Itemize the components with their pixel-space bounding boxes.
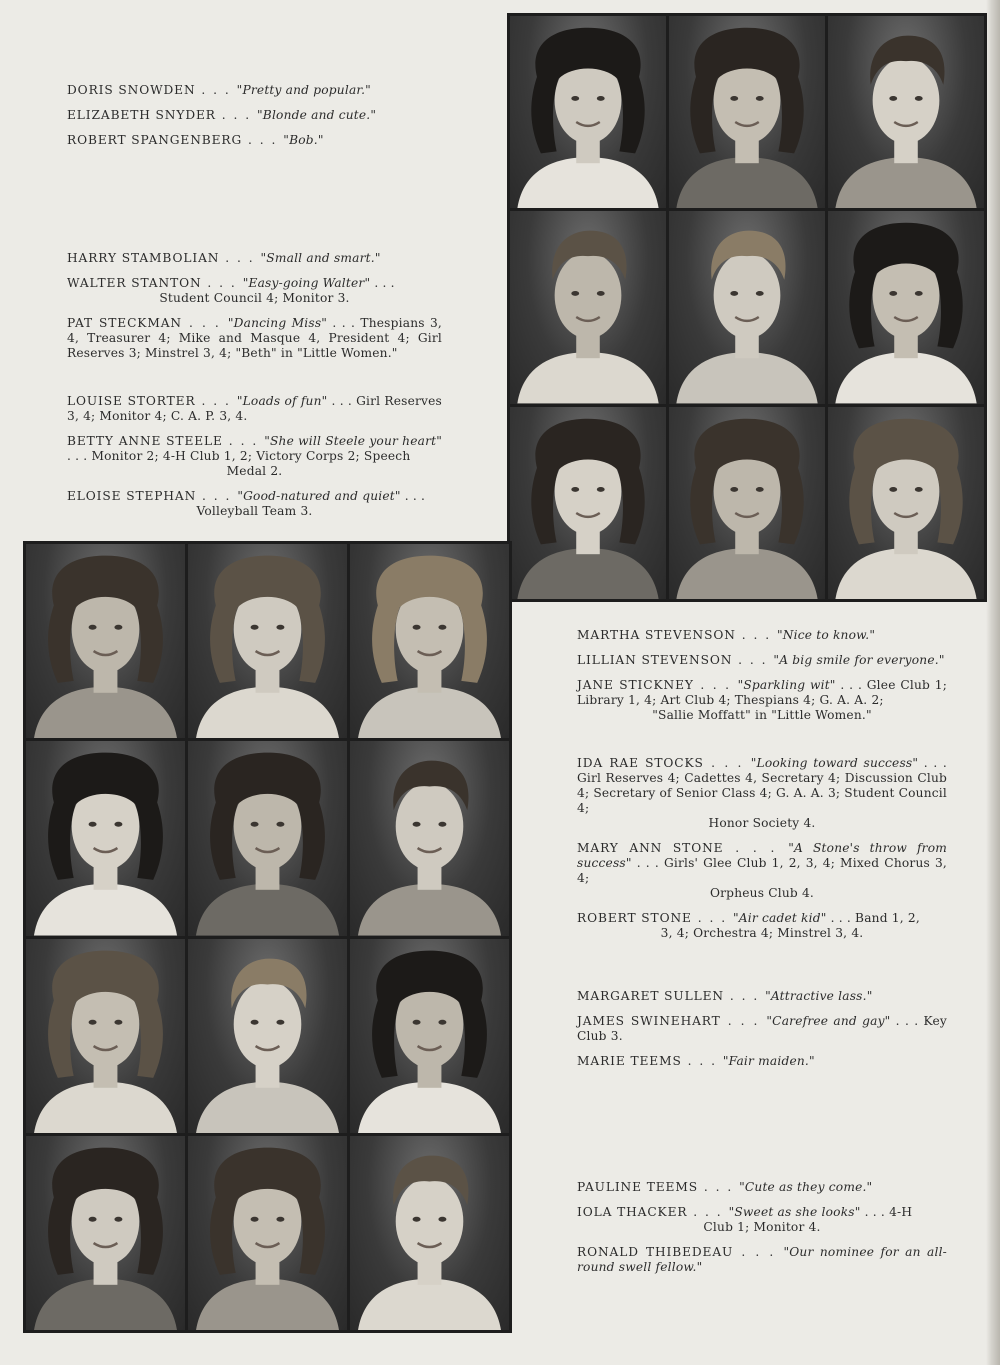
senior-name: MARY ANN STONE (577, 841, 724, 855)
photo-grid-bottom-left (23, 541, 512, 1333)
text-group-right-4 (577, 1180, 947, 1285)
separator-dots: . . . (196, 489, 238, 503)
separator-dots: . . . (723, 989, 766, 1003)
activities-text: . . . (370, 276, 395, 290)
senior-name: ELIZABETH SNYDER (67, 108, 216, 122)
text-group-right-2 (577, 756, 947, 951)
senior-entry (67, 251, 442, 266)
senior-quote: "Nice to know." (776, 628, 876, 642)
separator-dots: . . . (222, 434, 265, 448)
activities-text: . . . Key Club 3. (577, 1014, 948, 1043)
separator-dots: . . . (691, 911, 733, 925)
senior-name: IDA RAE STOCKS (577, 756, 704, 770)
portrait-photo (350, 1136, 509, 1330)
senior-name: JAMES SWINEHART (577, 1014, 721, 1028)
senior-name: MARGARET SULLEN (577, 989, 724, 1003)
portrait-photo (510, 211, 666, 403)
portrait-photo (26, 1136, 185, 1330)
portrait-photo (828, 211, 984, 403)
senior-entry (577, 911, 947, 941)
senior-entry (577, 1180, 947, 1195)
senior-entry (67, 133, 442, 148)
portrait-photo (669, 16, 825, 208)
senior-name: MARIE TEEMS (577, 1054, 682, 1068)
photo-grid-top-right (507, 13, 987, 602)
separator-dots: . . . (242, 133, 284, 147)
senior-quote: "Blonde and cute." (257, 108, 377, 122)
activities-text: . . . Girl Reserves 3, 4; Monitor 4; C. A. P. 3, 4. (67, 394, 442, 423)
senior-quote: "Sparkling wit" (737, 678, 836, 692)
senior-quote: "Carefree and gay" (766, 1014, 891, 1028)
senior-name: PAULINE TEEMS (577, 1180, 698, 1194)
portrait-photo (828, 407, 984, 599)
senior-quote: "Bob." (283, 133, 324, 147)
senior-entry (67, 108, 442, 123)
portrait-photo (669, 211, 825, 403)
senior-entry (577, 628, 947, 643)
activities-text: . . . Band 1, 2, (826, 911, 920, 925)
senior-quote: "Our nominee for an all-round swell fellow." (577, 1245, 947, 1274)
senior-name: BETTY ANNE STEELE (67, 434, 223, 448)
senior-name: DORIS SNOWDEN (67, 83, 196, 97)
activities-text: . . . Girls' Glee Club 1, 2, 3, 4; Mixed Chorus 3, 4; (577, 856, 947, 885)
separator-dots: . . . (723, 841, 789, 855)
senior-entry (67, 276, 442, 306)
senior-name: HARRY STAMBOLIAN (67, 251, 220, 265)
senior-entry (577, 1245, 947, 1275)
portrait-photo (350, 544, 509, 738)
activities-text: . . . Girl Reserves 4; Cadettes 4, Secretary 4; Discussion Club 4; Secretary of Senior Class 4; G. A. A. 3; Student Council 4; (577, 756, 947, 815)
separator-dots: . . . (201, 276, 243, 290)
text-group-right-3 (577, 989, 947, 1079)
senior-entry (67, 394, 442, 424)
senior-name: ELOISE STEPHAN (67, 489, 197, 503)
text-group-right-1 (577, 628, 947, 733)
portrait-photo (188, 1136, 347, 1330)
senior-name: IOLA THACKER (577, 1205, 688, 1219)
portrait-photo (26, 544, 185, 738)
activities-continuation: Honor Society 4. (708, 816, 816, 830)
senior-name: LILLIAN STEVENSON (577, 653, 733, 667)
portrait-photo (188, 741, 347, 935)
senior-name: PAT STECKMAN (67, 316, 182, 330)
portrait-photo (350, 939, 509, 1133)
senior-name: ROBERT SPANGENBERG (67, 133, 243, 147)
page-edge-shadow (986, 0, 1000, 1365)
senior-entry (577, 989, 947, 1004)
senior-quote: "A big smile for everyone." (773, 653, 945, 667)
text-group-upper-left-3 (67, 394, 442, 529)
senior-entry (577, 1014, 947, 1044)
activities-text: . . . 4-H (860, 1205, 913, 1219)
senior-name: LOUISE STORTER (67, 394, 196, 408)
activities-continuation: Orpheus Club 4. (709, 886, 815, 900)
activities-continuation: 3, 4; Orchestra 4; Minstrel 3, 4. (660, 926, 864, 940)
activities-continuation: Club 1; Monitor 4. (703, 1220, 821, 1234)
senior-entry (577, 841, 947, 901)
separator-dots: . . . (215, 108, 257, 122)
senior-entry (577, 1054, 947, 1069)
senior-quote: "Fair maiden." (722, 1054, 815, 1068)
separator-dots: . . . (697, 1180, 740, 1194)
portrait-photo (26, 939, 185, 1133)
activities-continuation: Medal 2. (226, 464, 283, 478)
separator-dots: . . . (720, 1014, 767, 1028)
separator-dots: . . . (693, 678, 738, 692)
activities-text: . . . Monitor 2; 4-H Club 1, 2; Victory Corps 2; Speech (67, 449, 411, 463)
separator-dots: . . . (219, 251, 261, 265)
senior-entry (577, 653, 947, 668)
activities-text: . . . Glee Club 1; Library 1, 4; Art Club 4; Thespians 4; G. A. A. 2; (577, 678, 947, 707)
senior-quote: "Pretty and popular." (236, 83, 371, 97)
senior-quote: "Looking toward success" (750, 756, 919, 770)
portrait-photo (350, 741, 509, 935)
separator-dots: . . . (181, 316, 228, 330)
senior-name: RONALD THIBEDEAU (577, 1245, 734, 1259)
senior-entry (577, 1205, 947, 1235)
text-group-upper-left-2 (67, 251, 442, 371)
senior-quote: "She will Steele your heart" (264, 434, 443, 448)
separator-dots: . . . (195, 394, 237, 408)
senior-entry (577, 756, 947, 831)
senior-entry (67, 434, 442, 479)
separator-dots: . . . (703, 756, 751, 770)
separator-dots: . . . (735, 628, 777, 642)
portrait-photo (510, 16, 666, 208)
separator-dots: . . . (681, 1054, 723, 1068)
separator-dots: . . . (687, 1205, 729, 1219)
separator-dots: . . . (732, 653, 774, 667)
senior-quote: "Sweet as she looks" (728, 1205, 861, 1219)
senior-entry (67, 489, 442, 519)
portrait-photo (188, 939, 347, 1133)
portrait-photo (510, 407, 666, 599)
activities-continuation: Volleyball Team 3. (196, 504, 313, 518)
senior-name: ROBERT STONE (577, 911, 692, 925)
portrait-photo (828, 16, 984, 208)
senior-name: MARTHA STEVENSON (577, 628, 736, 642)
senior-quote: "Dancing Miss" (227, 316, 328, 330)
senior-quote: "Air cadet kid" (732, 911, 827, 925)
senior-quote: "Attractive lass." (765, 989, 873, 1003)
senior-quote: "Small and smart." (260, 251, 381, 265)
senior-entry (577, 678, 947, 723)
senior-quote: "Good-natured and quiet" (237, 489, 401, 503)
senior-quote: "Cute as they come." (739, 1180, 873, 1194)
separator-dots: . . . (195, 83, 237, 97)
senior-name: JANE STICKNEY (577, 678, 694, 692)
activities-continuation: Student Council 4; Monitor 3. (159, 291, 350, 305)
text-group-upper-left (67, 83, 442, 158)
senior-quote: "A Stone's throw from success" (577, 841, 947, 870)
senior-name: WALTER STANTON (67, 276, 202, 290)
activities-text: . . . Thespians 3, 4, Treasurer 4; Mike and Masque 4, President 4; Girl Reserves 3; Minstrel 3, 4; "Beth" in "Little Women." (67, 316, 442, 360)
activities-text: . . . (400, 489, 426, 503)
portrait-photo (669, 407, 825, 599)
activities-continuation: "Sallie Moffatt" in "Little Women." (652, 708, 872, 722)
senior-quote: "Loads of fun" (236, 394, 328, 408)
senior-entry (67, 83, 442, 98)
portrait-photo (26, 741, 185, 935)
senior-quote: "Easy-going Walter" (242, 276, 371, 290)
separator-dots: . . . (733, 1245, 784, 1259)
senior-entry (67, 316, 442, 361)
portrait-photo (188, 544, 347, 738)
